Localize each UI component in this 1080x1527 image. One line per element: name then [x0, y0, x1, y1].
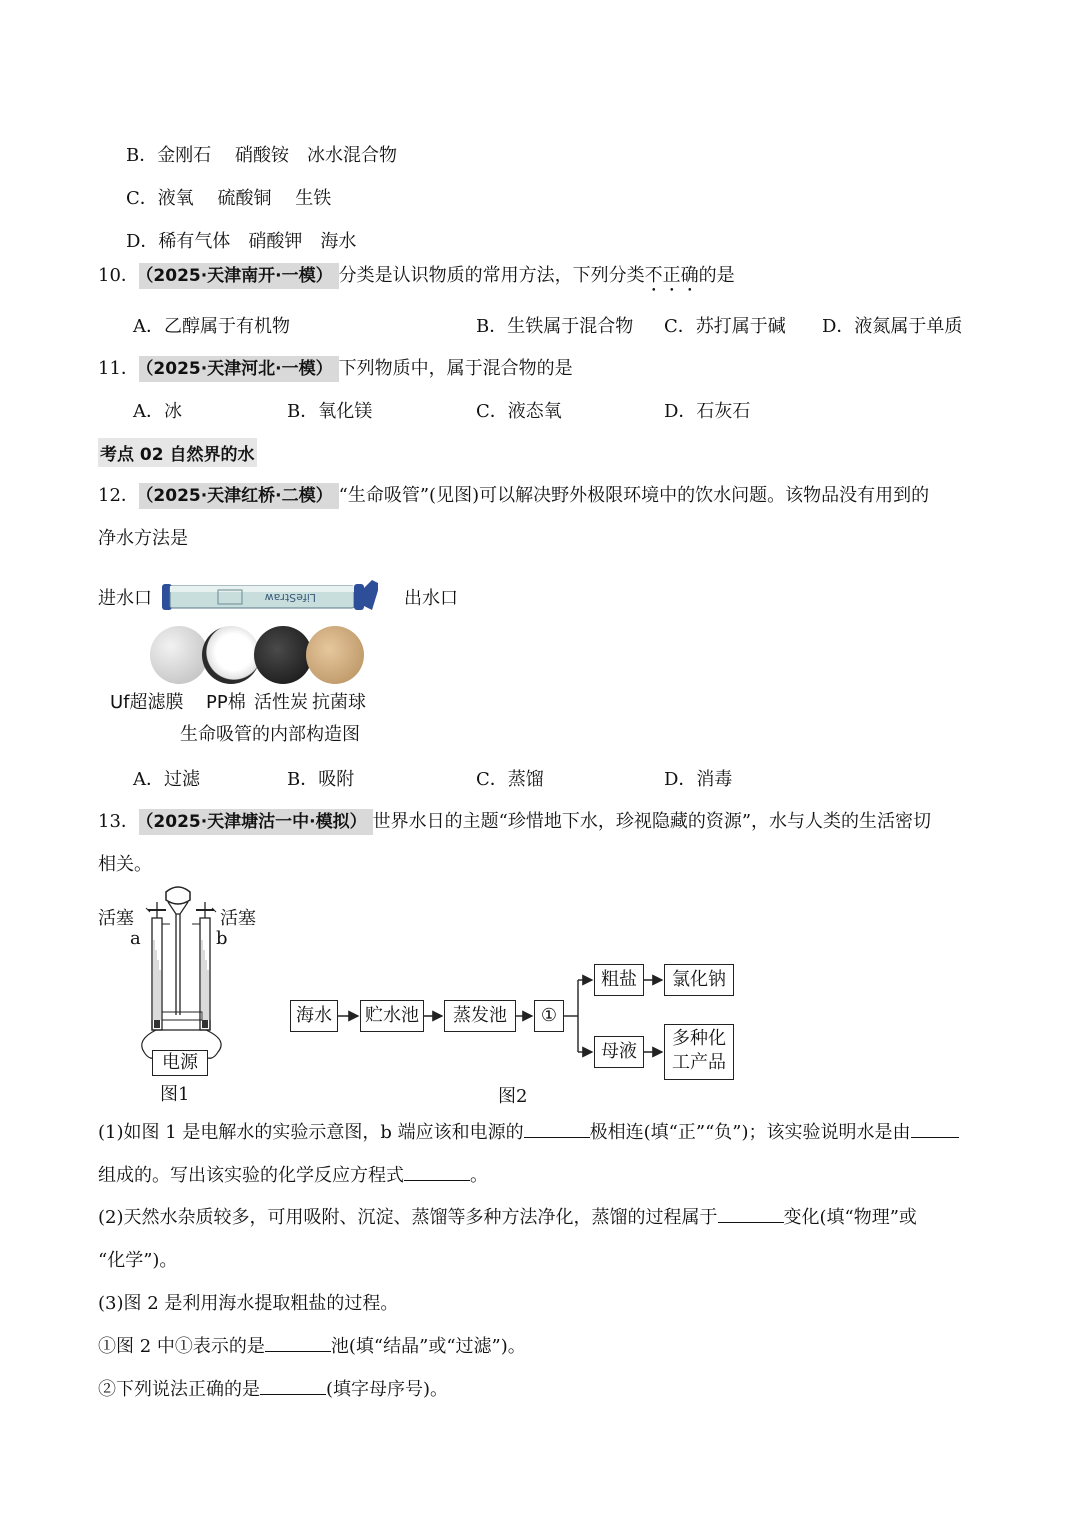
- q13-part3-sub2: [98, 1375, 448, 1401]
- stem-text-end: 的是: [698, 265, 735, 286]
- figure1-caption: 图1: [160, 1084, 190, 1105]
- electrode-b-label: b: [216, 928, 228, 949]
- activated-carbon-label: 活性炭: [254, 692, 308, 713]
- stopcock-right-label: 活塞: [220, 908, 256, 929]
- text: 池(填“结晶”或“过滤”)。: [330, 1336, 526, 1357]
- text: (填字母序号)。: [326, 1379, 449, 1400]
- node-unknown-pond: ①: [534, 1000, 564, 1032]
- q10-option-d: D．液氮属于单质: [822, 316, 963, 337]
- stem-text: 世界水日的主题“珍惜地下水，珍视隐藏的资源”，水与人类的生活密切: [372, 811, 932, 832]
- outlet-label: 出水口: [404, 588, 458, 609]
- q9-option-d: D．稀有气体 硝酸钾 海水: [126, 231, 357, 252]
- text: ②下列说法正确的是: [98, 1379, 260, 1400]
- q13-part2-line1: [98, 1203, 917, 1229]
- node-sodium-chloride: 氯化钠: [664, 964, 734, 996]
- activated-carbon-disc: [254, 626, 312, 684]
- q11-option-a: A．冰: [133, 401, 182, 422]
- q13-stem: [98, 807, 931, 833]
- stem-text: “生命吸管”(见图)可以解决野外极限环境中的饮水问题。该物品没有用到的: [338, 485, 930, 506]
- power-supply-box: 电源: [152, 1050, 208, 1076]
- text: 变化(填“物理”或: [783, 1207, 917, 1228]
- stem-text: 下列物质中，属于混合物的是: [338, 358, 573, 379]
- text: ①图 2 中①表示的是: [98, 1336, 265, 1357]
- lifestraw-tube: [158, 574, 378, 624]
- q9-option-b: B．金刚石 硝酸铵 冰水混合物: [126, 145, 397, 166]
- section-heading: 考点 02 自然界的水: [98, 438, 257, 467]
- source-tag: （2025·天津塘沽一中·模拟）: [139, 809, 373, 835]
- q12-option-b: B．吸附: [287, 769, 355, 790]
- electrolysis-figure: [96, 880, 266, 1105]
- source-tag: （2025·天津南开·一模）: [139, 263, 339, 289]
- q13-stem-line2: 相关。: [98, 854, 152, 875]
- pp-cotton-disc: [202, 626, 260, 684]
- node-crude-salt: 粗盐: [594, 964, 644, 996]
- q12-option-d: D．消毒: [664, 769, 733, 790]
- q11-option-b: B．氧化镁: [287, 401, 373, 422]
- source-tag: （2025·天津红桥·二模）: [139, 483, 339, 509]
- question-number: 13．: [98, 811, 139, 832]
- answer-blank[interactable]: [265, 1333, 331, 1352]
- q10-stem: [98, 261, 735, 296]
- inlet-label: 进水口: [98, 588, 152, 609]
- chemical-products-line2: 工产品: [672, 1052, 726, 1073]
- stem-text: 分类是认识物质的常用方法，下列分类: [338, 265, 645, 286]
- uf-membrane-label: Uf超滤膜: [110, 692, 184, 713]
- text: (1)如图 1 是电解水的实验示意图，b 端应该和电源的: [98, 1122, 524, 1143]
- figure-caption: 生命吸管的内部构造图: [180, 724, 360, 745]
- q13-part1-line2: [98, 1161, 488, 1187]
- q13-part3-sub1: [98, 1332, 526, 1358]
- salt-flowchart: [288, 960, 748, 1110]
- text: 组成的。写出该实验的化学反应方程式: [98, 1165, 404, 1186]
- q11-option-d: D．石灰石: [664, 401, 751, 422]
- q12-stem-line2: 净水方法是: [98, 528, 188, 549]
- q13-part2-line2: “化学”)。: [98, 1250, 178, 1271]
- antibacterial-ball-disc: [306, 626, 364, 684]
- emphasis-text: 不正确: [644, 265, 699, 286]
- q10-option-a: A．乙醇属于有机物: [133, 316, 290, 337]
- q13-part1-line1: [98, 1118, 959, 1144]
- brand-text: LifeStraw: [264, 591, 316, 604]
- question-number: 10．: [98, 265, 139, 286]
- source-tag: （2025·天津河北·一模）: [139, 356, 339, 382]
- uf-membrane-disc: [150, 626, 208, 684]
- q11-option-c: C．液态氧: [476, 401, 562, 422]
- q10-option-b: B．生铁属于混合物: [476, 316, 634, 337]
- q12-option-c: C．蒸馏: [476, 769, 544, 790]
- figure2-caption: 图2: [498, 1086, 528, 1107]
- chemical-products-line1: 多种化: [672, 1028, 726, 1049]
- question-number: 12．: [98, 485, 139, 506]
- node-mother-liquor: 母液: [594, 1036, 644, 1068]
- node-seawater: 海水: [290, 1000, 338, 1032]
- antibacterial-ball-label: 抗菌球: [312, 692, 366, 713]
- q12-stem: [98, 481, 929, 507]
- answer-blank[interactable]: [718, 1204, 784, 1223]
- stopcock-left-label: 活塞: [98, 908, 134, 929]
- answer-blank[interactable]: [524, 1119, 590, 1138]
- electrode-a-label: a: [130, 928, 141, 949]
- answer-blank[interactable]: [404, 1162, 470, 1181]
- text: 。: [470, 1165, 488, 1186]
- text: (2)天然水杂质较多，可用吸附、沉淀、蒸馏等多种方法净化，蒸馏的过程属于: [98, 1207, 718, 1228]
- q9-option-c: C．液氧 硫酸铜 生铁: [126, 188, 332, 209]
- text: 极相连(填“正”“负”)；该实验说明水是由: [589, 1122, 911, 1143]
- answer-blank[interactable]: [911, 1119, 959, 1138]
- pp-cotton-label: PP棉: [206, 692, 246, 713]
- q13-part3: (3)图 2 是利用海水提取粗盐的过程。: [98, 1293, 399, 1314]
- q11-stem: [98, 354, 573, 380]
- node-chemical-products: [664, 1024, 734, 1080]
- answer-blank[interactable]: [260, 1376, 326, 1395]
- lifestraw-figure: [98, 570, 478, 750]
- node-reservoir: 贮水池: [360, 1000, 424, 1032]
- question-number: 11．: [98, 358, 139, 379]
- q12-option-a: A．过滤: [133, 769, 200, 790]
- node-evaporation-pond: 蒸发池: [444, 1000, 516, 1032]
- q10-option-c: C．苏打属于碱: [664, 316, 786, 337]
